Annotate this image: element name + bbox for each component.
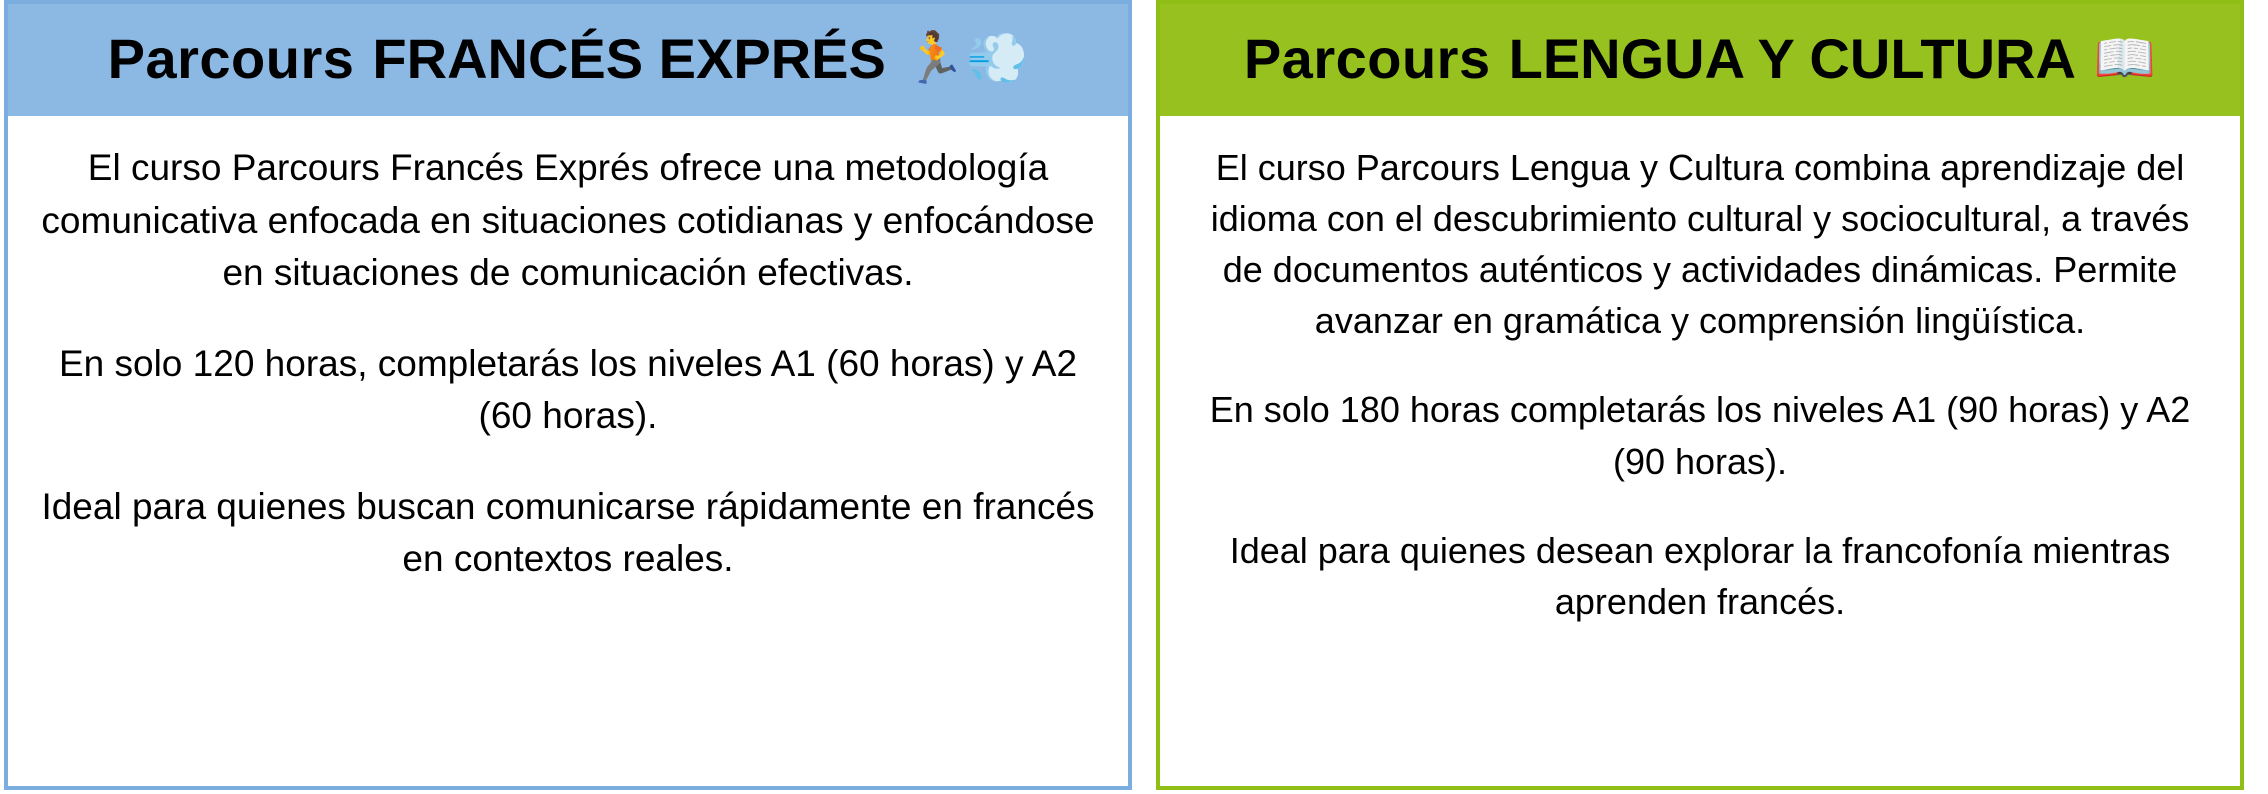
card-paragraph: El curso Parcours Francés Exprés ofrece una metodología comunicativa enfocada en situaciones cotidianas y enfocándose en situaciones de comunicación efectivas.	[41, 147, 1095, 294]
course-card-francais-express	[4, 0, 1132, 790]
card-paragraph: Ideal para quienes desean explorar la francofonía mientras aprenden francés.	[1229, 529, 2171, 622]
card-paragraph: En solo 180 horas completarás los niveles A1 (90 horas) y A2 (90 horas).	[1209, 389, 2191, 482]
course-card-lengua-y-cultura	[1156, 0, 2244, 790]
card-header-lengua-y-cultura	[1160, 4, 2240, 116]
card-title-prefix: Parcours	[107, 26, 355, 90]
runner-dash-icon: 🏃💨	[903, 30, 1029, 86]
card-title-prefix: Parcours	[1243, 26, 1491, 90]
card-paragraph: El curso Parcours Lengua y Cultura combina aprendizaje del idioma con el descubrimiento cultural y sociocultural, a través de documentos auténticos y actividades dinámicas. Permite avanzar en gramática y comprensión lingüística.	[1210, 147, 2190, 342]
card-body-francais-express	[8, 116, 1128, 786]
card-header-francais-express	[8, 4, 1128, 116]
open-book-icon: 📖	[2093, 30, 2157, 86]
card-paragraph: Ideal para quienes buscan comunicarse rápidamente en francés en contextos reales.	[41, 485, 1095, 580]
card-paragraph: En solo 120 horas, completarás los niveles A1 (60 horas) y A2 (60 horas).	[58, 342, 1078, 437]
card-body-lengua-y-cultura	[1160, 116, 2240, 786]
card-title-main: FRANCÉS EXPRÉS	[372, 26, 886, 90]
card-title-main: LENGUA Y CULTURA	[1508, 26, 2076, 90]
